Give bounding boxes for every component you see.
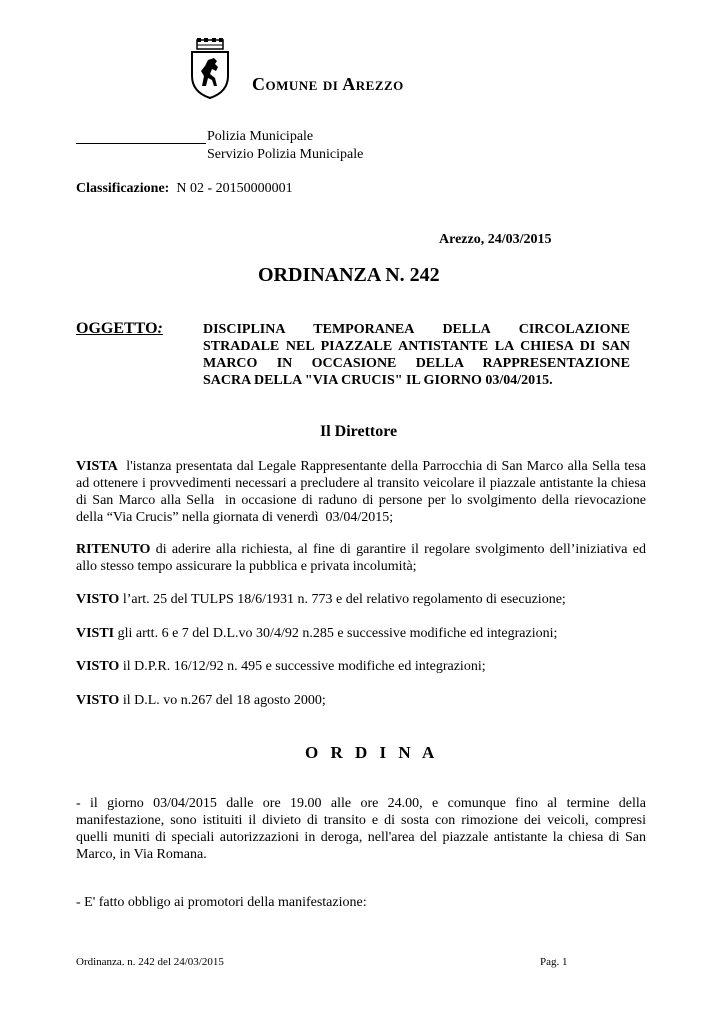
office-line-2: Servizio Polizia Municipale — [207, 147, 364, 162]
coat-of-arms-logo — [188, 38, 232, 100]
classification-label: Classificazione: — [76, 181, 170, 196]
paragraph-ritenuto — [76, 541, 650, 575]
order-item: - E' fatto obbligo ai promotori della manifestazione: — [76, 895, 367, 910]
subject-line: MARCO IN OCCASIONE DELLA RAPPRESENTAZIONE — [203, 356, 630, 371]
paragraph-visto-dl — [76, 692, 646, 709]
order-item: - il giorno 03/04/2015 dalle ore 19.00 alle ore 24.00, e comunque fino al termine della manifestazione, sono istituiti il divieto di transito e di sosta con rimozione dei veicoli, compresi quelli muniti di speciali autorizzazioni in deroga, nell'area del piazzale antistante la chiesa di San Marco, in Via Romana. — [76, 796, 646, 862]
subject-text — [203, 321, 630, 389]
paragraph-keyword: VISTO — [76, 592, 120, 607]
office-line-1: Polizia Municipale — [207, 129, 314, 144]
paragraph-visto-dpr — [76, 658, 646, 675]
subject-line: SACRA DELLA "VIA CRUCIS" IL GIORNO 03/04/2015. — [203, 373, 553, 388]
page-number: Pag. 1 — [540, 956, 568, 968]
subject-line: DISCIPLINA TEMPORANEA DELLA CIRCOLAZIONE — [203, 322, 630, 337]
paragraph-text: di aderire alla richiesta, al fine di garantire il regolare svolgimento dell’iniziativa ed allo stesso tempo assicurare la pubblica e privata incolumità; — [76, 542, 650, 574]
paragraph-keyword: VISTO — [76, 693, 120, 708]
paragraph-keyword: VISTA — [76, 459, 118, 474]
paragraph-text: l'istanza presentata dal Legale Rappresentante della Parrocchia di San Marco alla Sella tesa ad ottenere i provvedimenti necessari a precludere al transito veicolare il piazzale antistante la chiesa di San Marco alla Sella in occasione di raduno di persone per lo svolgimento della rievocazione della “Via Crucis” nella giornata di venerdì 03/04/2015; — [76, 459, 650, 525]
classification-value: N 02 - 20150000001 — [176, 181, 293, 196]
paragraph-text: il D.L. vo n.267 del 18 agosto 2000; — [119, 693, 326, 708]
paragraph-text: l’art. 25 del TULPS 18/6/1931 n. 773 e del relativo regolamento di esecuzione; — [119, 592, 566, 607]
classification — [76, 181, 293, 197]
issuer-heading: Il Direttore — [320, 423, 398, 440]
paragraph-visti-dlvo — [76, 625, 646, 642]
footer-reference: Ordinanza. n. 242 del 24/03/2015 — [76, 956, 224, 968]
order-heading: O R D I N A — [305, 743, 439, 762]
paragraph-keyword: VISTO — [76, 659, 120, 674]
ordinance-title: ORDINANZA N. 242 — [258, 264, 440, 286]
paragraph-keyword: VISTI — [76, 626, 115, 641]
subject-label — [76, 320, 163, 338]
paragraph-text: il D.P.R. 16/12/92 n. 495 e successive modifiche ed integrazioni; — [119, 659, 486, 674]
office-underline — [76, 132, 206, 144]
subject-label-text: OGGETTO — [76, 320, 158, 337]
municipality-name: Comune di Arezzo — [252, 74, 404, 94]
paragraph-vista — [76, 458, 650, 526]
document-date: Arezzo, 24/03/2015 — [439, 232, 552, 247]
subject-line: STRADALE NEL PIAZZALE ANTISTANTE LA CHIESA DI SAN — [203, 339, 630, 354]
subject-label-colon: : — [157, 320, 163, 337]
paragraph-text: gli artt. 6 e 7 del D.L.vo 30/4/92 n.285 e successive modifiche ed integrazioni; — [114, 626, 558, 641]
paragraph-keyword: RITENUTO — [76, 542, 151, 557]
paragraph-visto-tulps — [76, 591, 646, 608]
